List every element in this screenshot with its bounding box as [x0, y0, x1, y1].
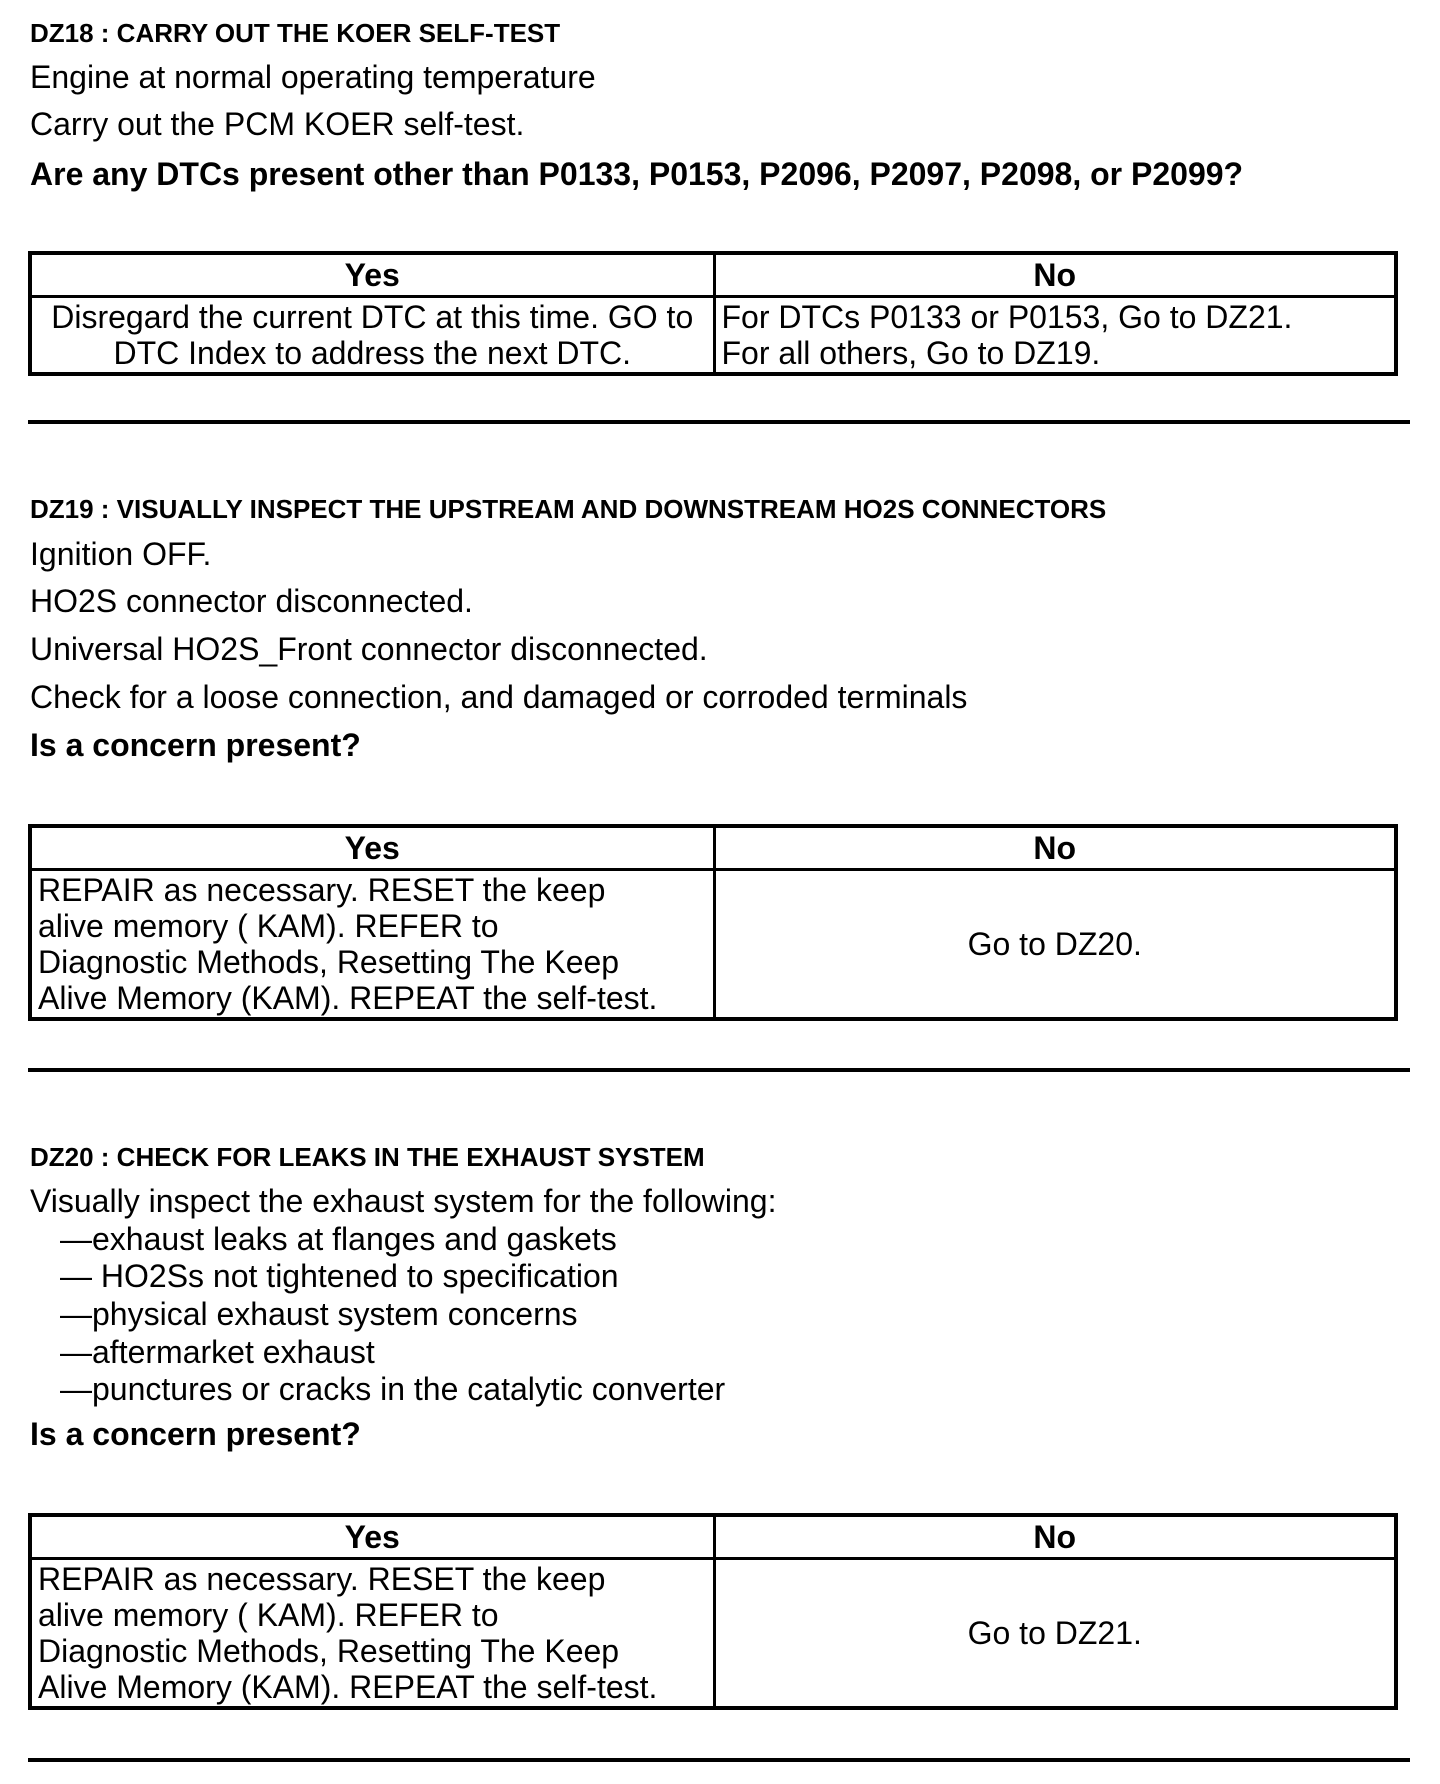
dz18-no-header: No [714, 253, 1396, 297]
dz20-yes-cell: REPAIR as necessary. RESET the keep alive memory ( KAM). REFER to Diagnostic Methods, Resetting The Keep Alive Memory (KAM). REPEAT the self-test. [30, 1559, 714, 1709]
dz19-no-header: No [714, 826, 1396, 870]
section-divider [28, 420, 1410, 424]
dz20-bullet-1: —exhaust leaks at flanges and gaskets [60, 1221, 617, 1257]
dz19-line-4: Check for a loose connection, and damaged or corroded terminals [30, 679, 968, 715]
dz18-question: Are any DTCs present other than P0133, P0153, P2096, P2097, P2098, or P2099? [30, 156, 1244, 192]
dz18-line-1: Engine at normal operating temperature [30, 59, 596, 95]
dz19-question: Is a concern present? [30, 727, 361, 763]
dz19-line-1: Ignition OFF. [30, 536, 212, 572]
dz20-bullet-3: —physical exhaust system concerns [60, 1296, 578, 1332]
dz20-intro: Visually inspect the exhaust system for the following: [30, 1183, 777, 1219]
dz20-yes-header: Yes [30, 1515, 714, 1559]
section-divider [28, 1758, 1410, 1762]
dz20-no-header: No [714, 1515, 1396, 1559]
dz20-question: Is a concern present? [30, 1416, 361, 1452]
dz19-line-2: HO2S connector disconnected. [30, 583, 473, 619]
dz19-yes-cell: REPAIR as necessary. RESET the keep alive memory ( KAM). REFER to Diagnostic Methods, Resetting The Keep Alive Memory (KAM). REPEAT the self-test. [30, 870, 714, 1020]
dz20-bullet-5: —punctures or cracks in the catalytic converter [60, 1371, 726, 1407]
dz19-yes-header: Yes [30, 826, 714, 870]
dz18-title: DZ18 : CARRY OUT THE KOER SELF-TEST [30, 18, 561, 48]
dz19-decision-table [28, 824, 1398, 1021]
dz19-title: DZ19 : VISUALLY INSPECT THE UPSTREAM AND DOWNSTREAM HO2S CONNECTORS [30, 494, 1107, 524]
dz18-line-2: Carry out the PCM KOER self-test. [30, 106, 525, 142]
dz19-no-cell: Go to DZ20. [714, 870, 1396, 1020]
dz20-title: DZ20 : CHECK FOR LEAKS IN THE EXHAUST SYSTEM [30, 1142, 705, 1172]
dz18-yes-cell: Disregard the current DTC at this time. GO to DTC Index to address the next DTC. [30, 297, 714, 375]
dz20-no-cell: Go to DZ21. [714, 1559, 1396, 1709]
dz19-line-3: Universal HO2S_Front connector disconnected. [30, 631, 708, 667]
dz18-no-cell: For DTCs P0133 or P0153, Go to DZ21. For all others, Go to DZ19. [714, 297, 1396, 375]
dz18-decision-table [28, 251, 1398, 376]
dz18-yes-header: Yes [30, 253, 714, 297]
section-divider [28, 1068, 1410, 1072]
dz20-decision-table [28, 1513, 1398, 1710]
dz20-bullet-2: — HO2Ss not tightened to specification [60, 1258, 619, 1294]
dz20-bullet-4: —aftermarket exhaust [60, 1334, 375, 1370]
